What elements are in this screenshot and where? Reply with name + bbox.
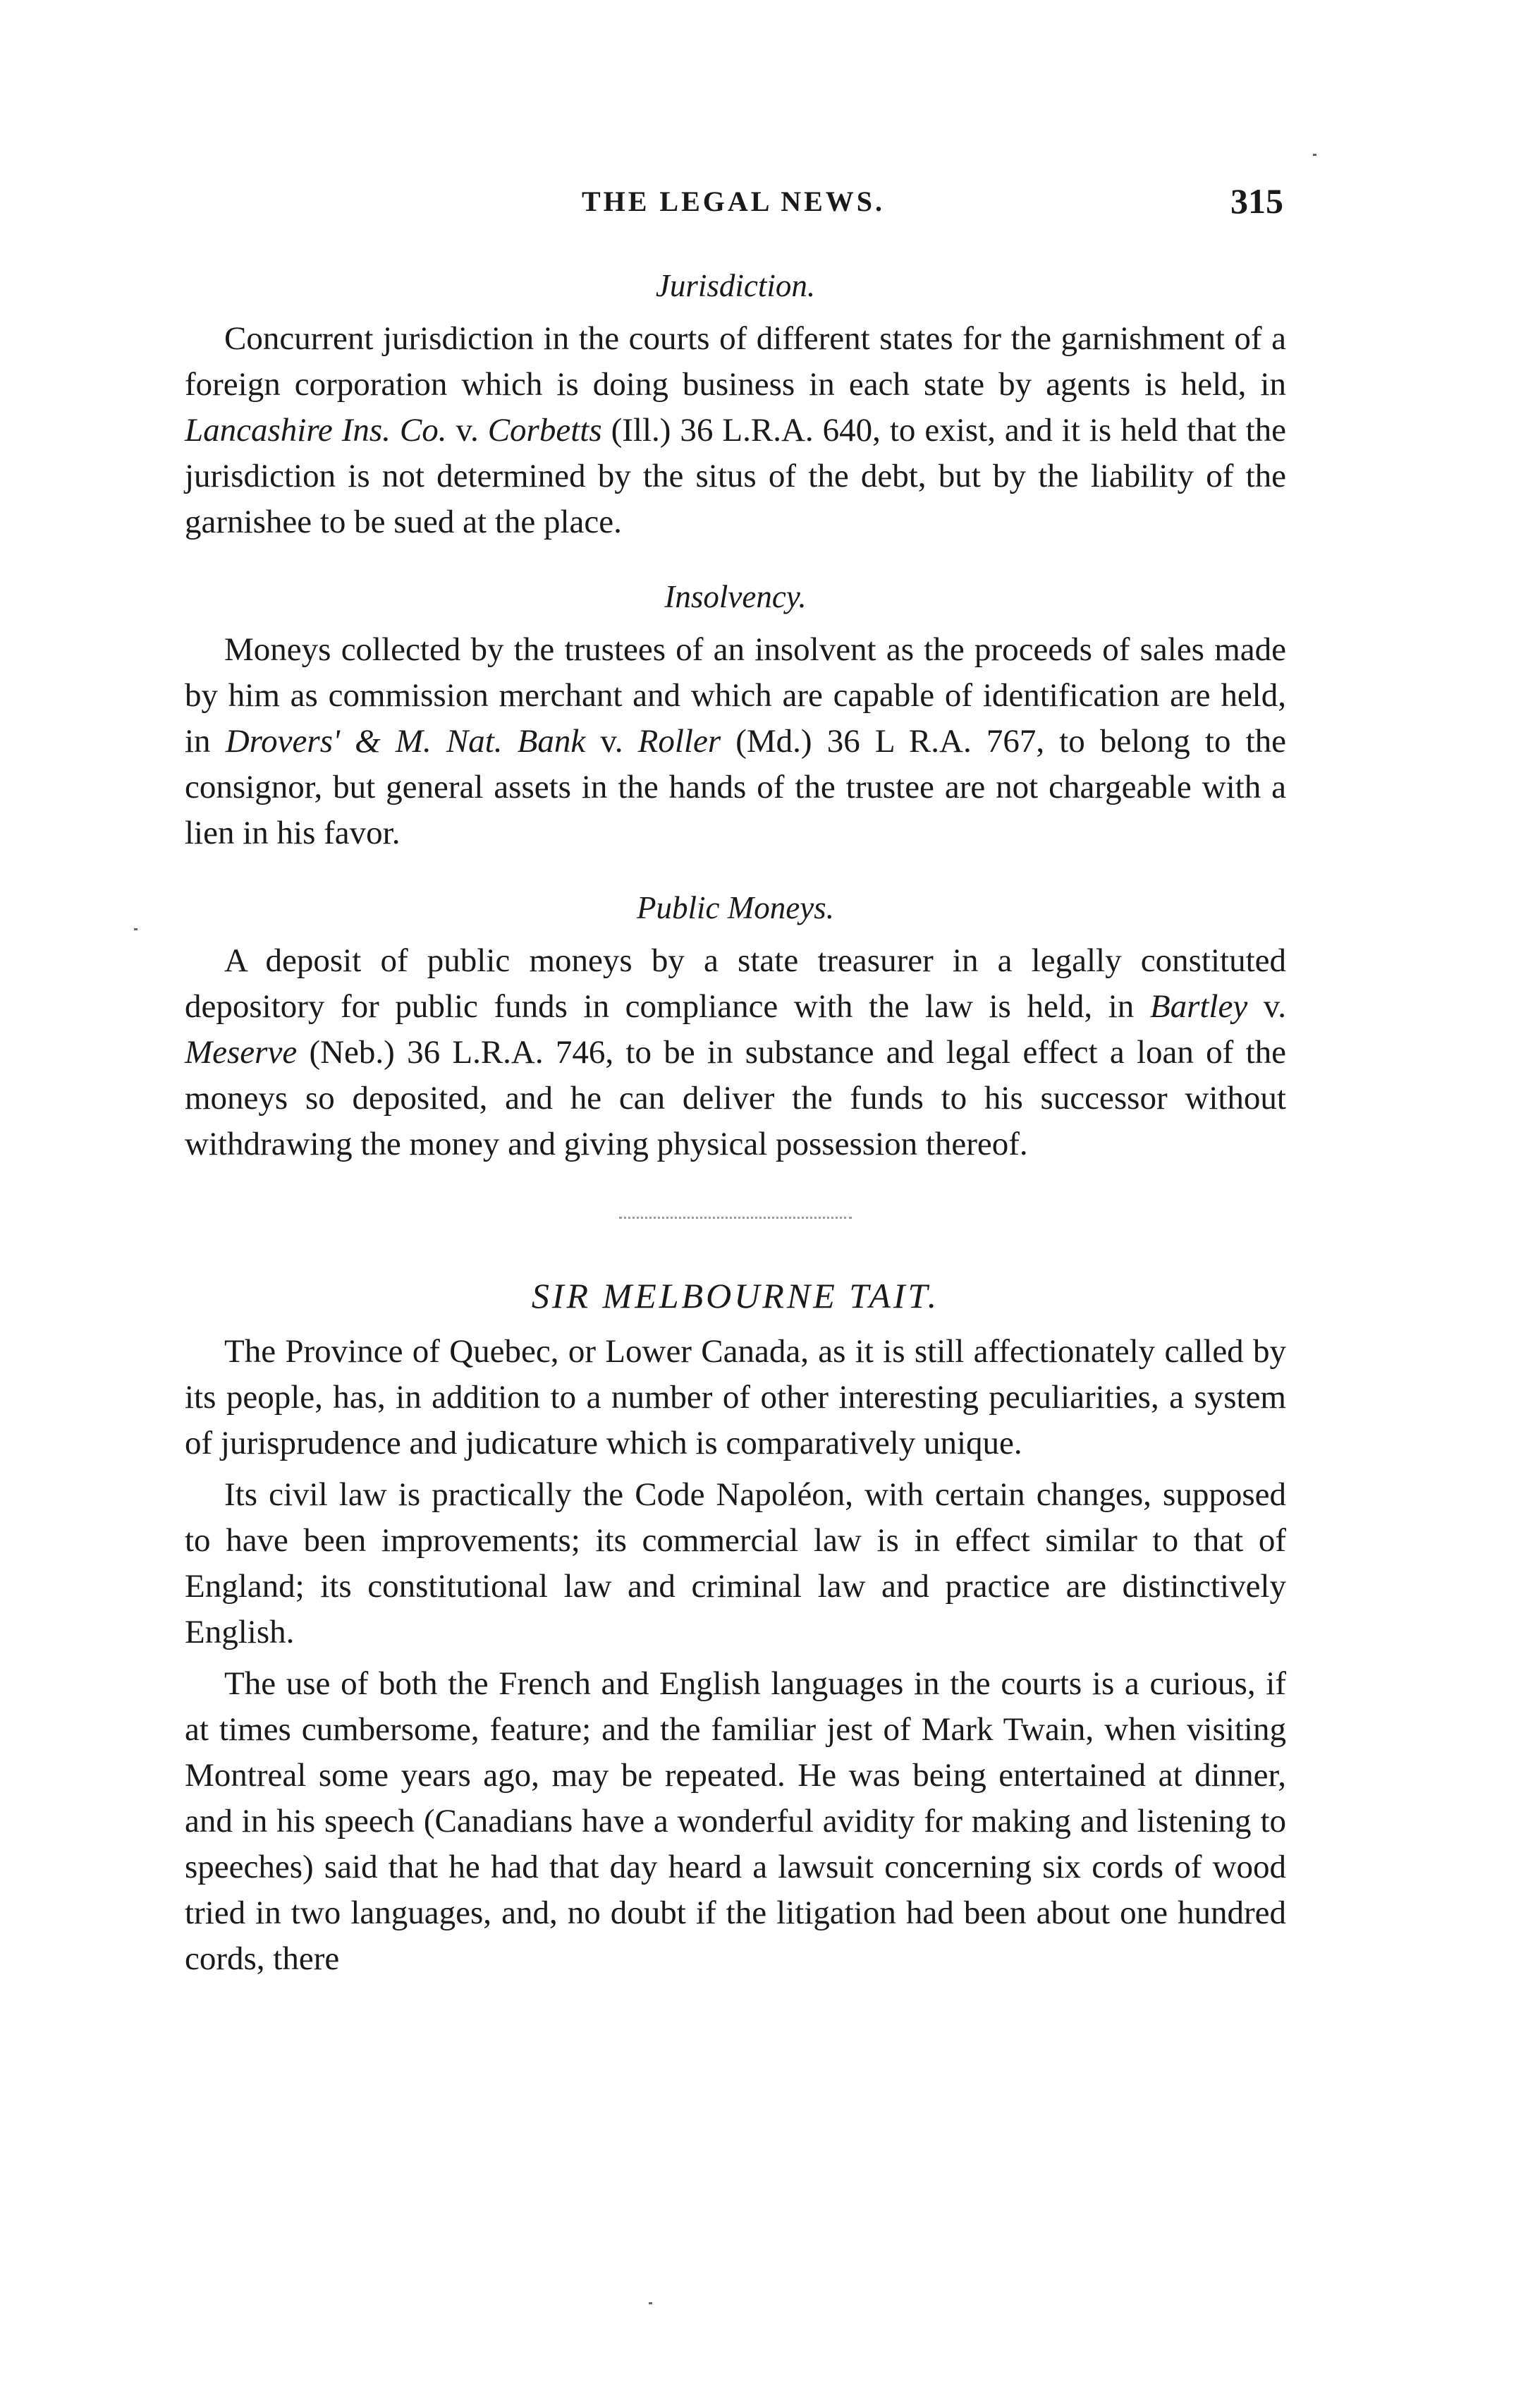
page-number: 315 xyxy=(1230,181,1283,221)
text-run: Concurrent jurisdiction in the courts of different states for the garnishment of a foreign corporation which is doing business in each state by agents is held, in xyxy=(185,320,1286,403)
article-paragraph: The Province of Quebec, or Lower Canada, as it is still affectionately called by its people, has, in addition to a number of other interesting peculiarities, a system of jurisprudence and judicature which is comparatively unique. xyxy=(185,1333,1286,1461)
text-run: A deposit of public moneys by a state treasurer in a legally constituted depository for public funds in compliance with the law is held, in xyxy=(185,942,1286,1025)
case-name: Meserve xyxy=(185,1034,298,1071)
case-name: Corbetts xyxy=(487,412,602,449)
article-title: SIR MELBOURNE TAIT. xyxy=(531,1276,940,1315)
section-divider xyxy=(619,1217,852,1219)
text-run: (Neb.) 36 L.R.A. 746, to be in substance and legal effect a loan of the moneys so deposited, and he can deliver the funds to his successor without withdrawing the money and giving physical possession thereof. xyxy=(185,1034,1286,1162)
section-heading-public-moneys: Public Moneys. xyxy=(637,890,834,925)
print-speck xyxy=(1313,154,1316,156)
article-paragraph: Its civil law is practically the Code Napoléon, with certain changes, supposed to have been improvements; its commercial law is in effect similar to that of England; its constitutional law and criminal law and practice are distinctively English. xyxy=(185,1476,1286,1650)
paragraph-insolvency xyxy=(185,627,1286,856)
text-column xyxy=(185,262,1286,1982)
section-heading-insolvency: Insolvency. xyxy=(664,579,807,614)
section-heading-jurisdiction: Jurisdiction. xyxy=(655,268,816,303)
case-name: Lancashire Ins. Co. xyxy=(185,412,447,449)
case-name: Roller xyxy=(637,723,721,760)
text-run: v. xyxy=(1247,988,1286,1025)
article-paragraph: The use of both the French and English languages in the courts is a curious, if at times cumbersome, feature; and the familiar jest of Mark Twain, when visiting Montreal some years ago, may be repeated. He was being entertained at dinner, and in his speech (Canadians have a wonderful avidity for making and listening to speeches) said that he had that day heard a lawsuit concerning six cords of wood tried in two languages, and, no doubt if the litigation had been about one hundred cords, there xyxy=(185,1665,1286,1977)
text-run: Moneys collected by the trustees of an insolvent as the proceeds of sales made by him as commission merchant and which are capable of identification are held, in xyxy=(185,631,1286,760)
text-run: (Md.) 36 L R.A. 767, to belong to the consignor, but general assets in the hands of the trustee are not chargeable with a lien in his favor. xyxy=(185,723,1287,851)
case-name: Bartley xyxy=(1149,988,1248,1025)
print-speck xyxy=(134,928,138,930)
print-speck xyxy=(649,2302,652,2304)
running-head xyxy=(183,181,1283,234)
text-run: v. xyxy=(446,412,488,449)
running-title: THE LEGAL NEWS. xyxy=(581,186,886,217)
case-name: Drovers' & M. Nat. Bank xyxy=(225,723,586,760)
text-run: v. xyxy=(585,723,638,760)
text-run: (Ill.) 36 L.R.A. 640, to exist, and it is held that the jurisdiction is not determined by the situs of the debt, but by the liability of the garnishee to be sued at the place. xyxy=(185,412,1286,540)
paragraph-jurisdiction xyxy=(185,316,1286,545)
paragraph-public-moneys xyxy=(185,938,1286,1167)
